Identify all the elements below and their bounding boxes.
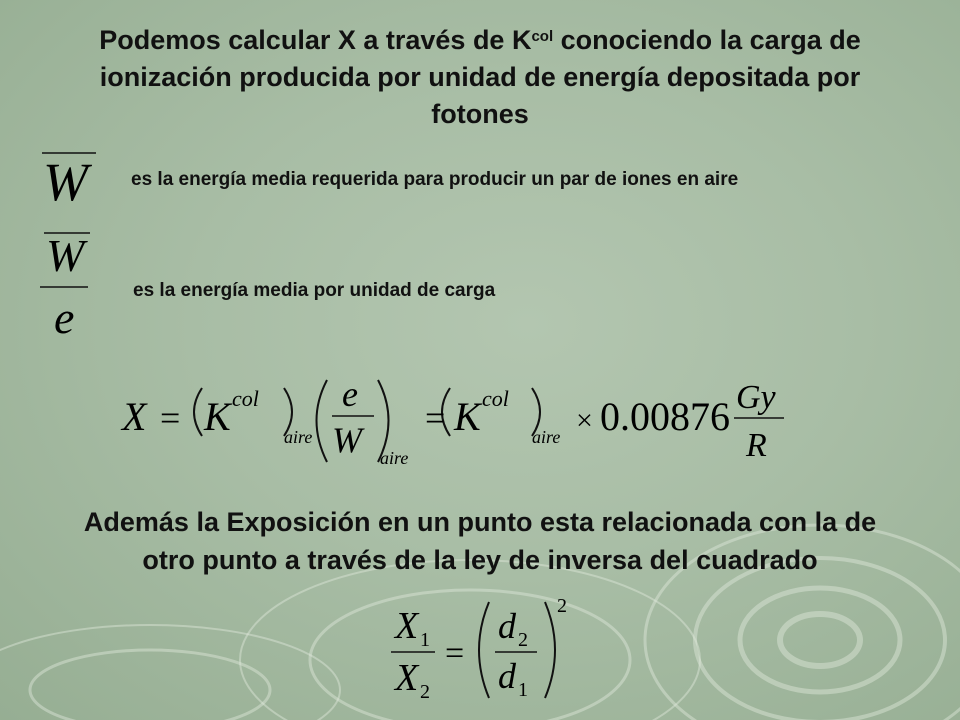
- eq1-aire-3: aire: [532, 427, 561, 447]
- eq1-col-2: col: [482, 386, 509, 411]
- eq1-constant: 0.00876: [600, 394, 730, 439]
- slide-title: [20, 22, 940, 133]
- w-bar-symbol: [40, 150, 100, 210]
- w-over-e-denominator: e: [54, 292, 75, 343]
- eq2-x-num: X: [395, 605, 419, 647]
- eq2-power: 2: [557, 595, 567, 617]
- title-line1-pre: Podemos calcular X a través de K: [99, 25, 532, 55]
- inverse-square-equation: [385, 592, 585, 704]
- eq1-x: X: [122, 394, 147, 439]
- eq1-unit-num: Gy: [736, 379, 776, 416]
- eq2-x-num-sub: 1: [420, 629, 430, 651]
- eq2-d-den-sub: 1: [518, 679, 528, 701]
- subtitle-line1: Además la Exposición en un punto esta relacionada con la de: [83, 507, 877, 537]
- eq1-equals-2: =: [425, 398, 446, 438]
- eq1-aire-2: aire: [380, 448, 409, 468]
- w-over-e-description: es la energía media por unidad de carga: [133, 280, 496, 301]
- w-bar-letter: W: [43, 152, 88, 210]
- exposure-equation: [120, 368, 800, 476]
- w-over-e-numerator: W: [46, 230, 85, 281]
- eq1-frac-den: W: [332, 420, 362, 460]
- eq1-aire-1: aire: [284, 427, 313, 447]
- w-over-e-fraction: [40, 225, 100, 345]
- eq2-x-den: X: [395, 657, 419, 699]
- eq1-unit-den: R: [746, 427, 767, 464]
- eq1-k: K: [204, 394, 231, 439]
- subtitle-line2: otro punto a través de la ley de inversa del cuadrado: [142, 545, 818, 575]
- eq2-d-den: d: [498, 656, 516, 696]
- eq1-times: ×: [576, 404, 593, 437]
- w-bar-description: es la energía media requerida para producir un par de iones en aire: [131, 169, 739, 190]
- eq2-d-num-sub: 2: [518, 629, 528, 651]
- eq2-d-num: d: [498, 606, 516, 646]
- title-line2: ionización producida por unidad de energía depositada por: [99, 62, 861, 92]
- eq1-equals: =: [160, 398, 181, 438]
- title-line1-post: conociendo la carga de: [553, 25, 861, 55]
- eq2-equals: =: [445, 635, 465, 672]
- inverse-square-statement: [10, 503, 950, 579]
- eq1-frac-num: e: [342, 374, 358, 414]
- title-line3: fotones: [431, 99, 529, 129]
- eq1-col: col: [232, 386, 259, 411]
- eq2-x-den-sub: 2: [420, 681, 430, 703]
- title-superscript-col: col: [531, 28, 554, 45]
- eq1-k-2: K: [454, 394, 481, 439]
